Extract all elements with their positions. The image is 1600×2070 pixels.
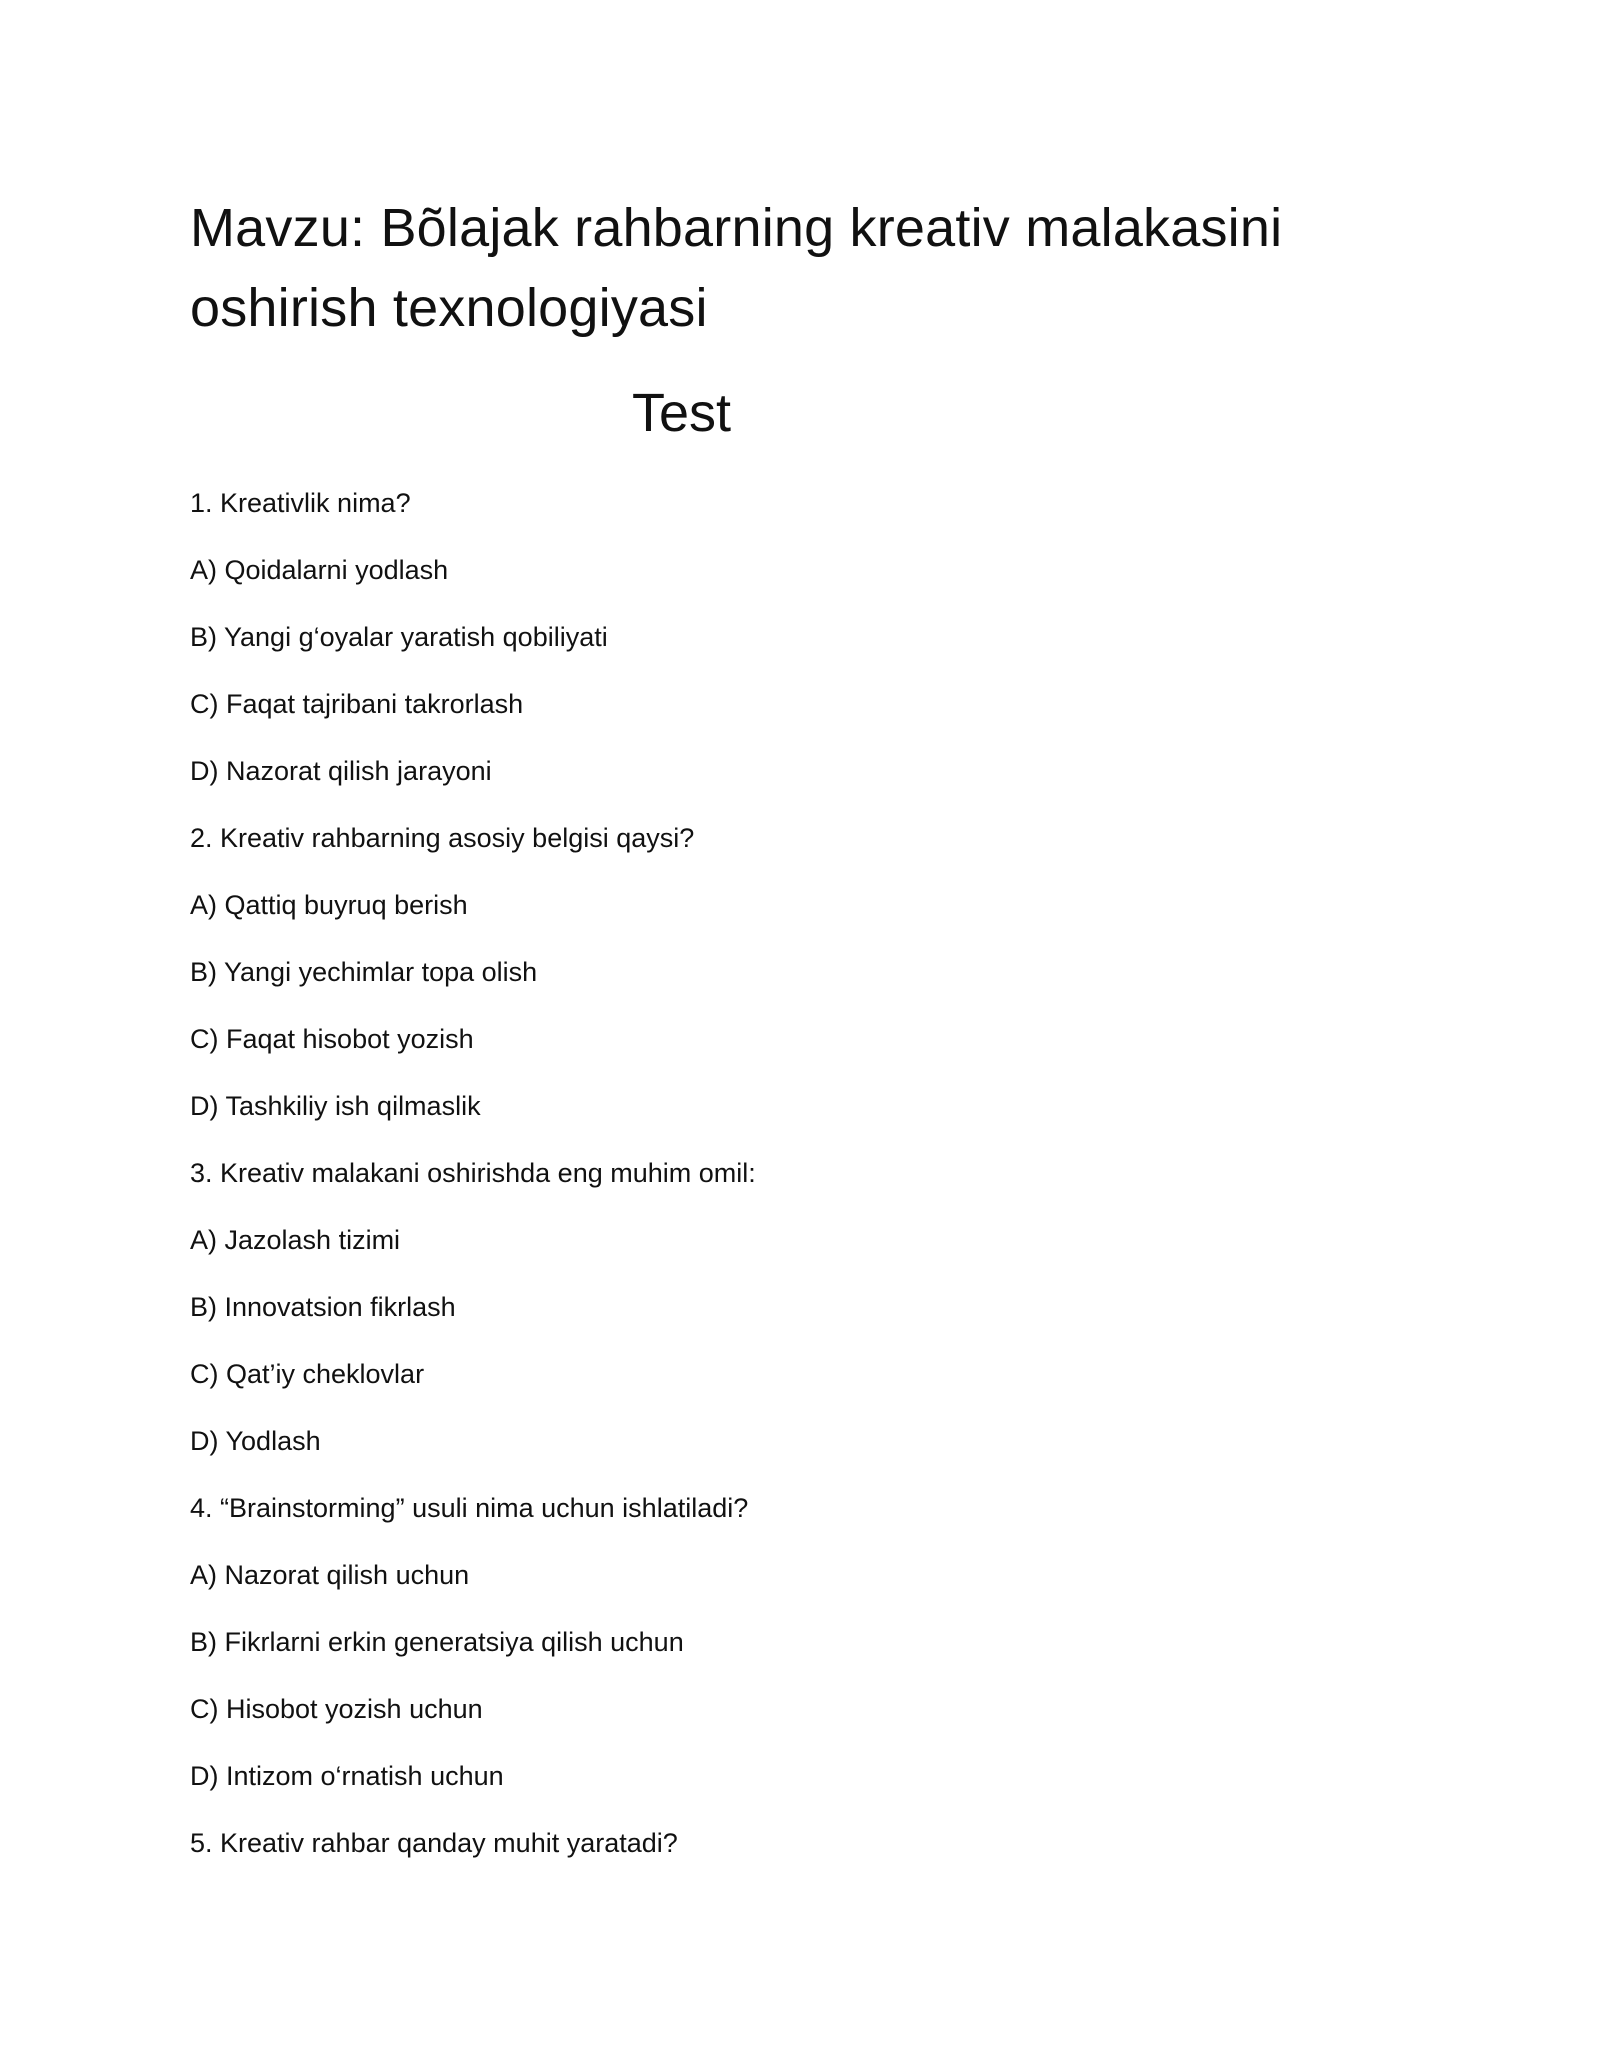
question-4: 4. “Brainstorming” usuli nima uchun ishlatiladi? bbox=[190, 1493, 749, 1523]
question-3-option-d: D) Yodlash bbox=[190, 1426, 321, 1456]
question-1-option-c: C) Faqat tajribani takrorlash bbox=[190, 689, 524, 719]
question-1-option-b: B) Yangi g‘oyalar yaratish qobiliyati bbox=[190, 622, 608, 652]
question-2: 2. Kreativ rahbarning asosiy belgisi qaysi? bbox=[190, 823, 695, 853]
title-line-1: Mavzu: Bõlajak rahbarning kreativ malakasini bbox=[190, 198, 1283, 258]
question-4-option-b: B) Fikrlarni erkin generatsiya qilish uchun bbox=[190, 1627, 684, 1657]
question-3-option-c: C) Qat’iy cheklovlar bbox=[190, 1359, 425, 1389]
question-1: 1. Kreativlik nima? bbox=[190, 488, 411, 518]
question-3-option-a: A) Jazolash tizimi bbox=[190, 1225, 401, 1255]
question-5: 5. Kreativ rahbar qanday muhit yaratadi? bbox=[190, 1828, 678, 1858]
question-4-option-a: A) Nazorat qilish uchun bbox=[190, 1560, 470, 1590]
question-list bbox=[190, 476, 1390, 1883]
question-3-option-b: B) Innovatsion fikrlash bbox=[190, 1292, 456, 1322]
question-1-option-a: A) Qoidalarni yodlash bbox=[190, 555, 449, 585]
question-2-option-a: A) Qattiq buyruq berish bbox=[190, 890, 468, 920]
test-heading: Test bbox=[631, 383, 732, 443]
question-1-option-d: D) Nazorat qilish jarayoni bbox=[190, 756, 492, 786]
question-4-option-d: D) Intizom o‘rnatish uchun bbox=[190, 1761, 504, 1791]
question-3: 3. Kreativ malakani oshirishda eng muhim omil: bbox=[190, 1158, 756, 1188]
question-2-option-c: C) Faqat hisobot yozish bbox=[190, 1024, 474, 1054]
question-4-option-c: C) Hisobot yozish uchun bbox=[190, 1694, 483, 1724]
question-2-option-d: D) Tashkiliy ish qilmaslik bbox=[190, 1091, 481, 1121]
question-2-option-b: B) Yangi yechimlar topa olish bbox=[190, 957, 538, 987]
title-line-2: oshirish texnologiyasi bbox=[190, 278, 708, 338]
document-title bbox=[190, 188, 1390, 348]
